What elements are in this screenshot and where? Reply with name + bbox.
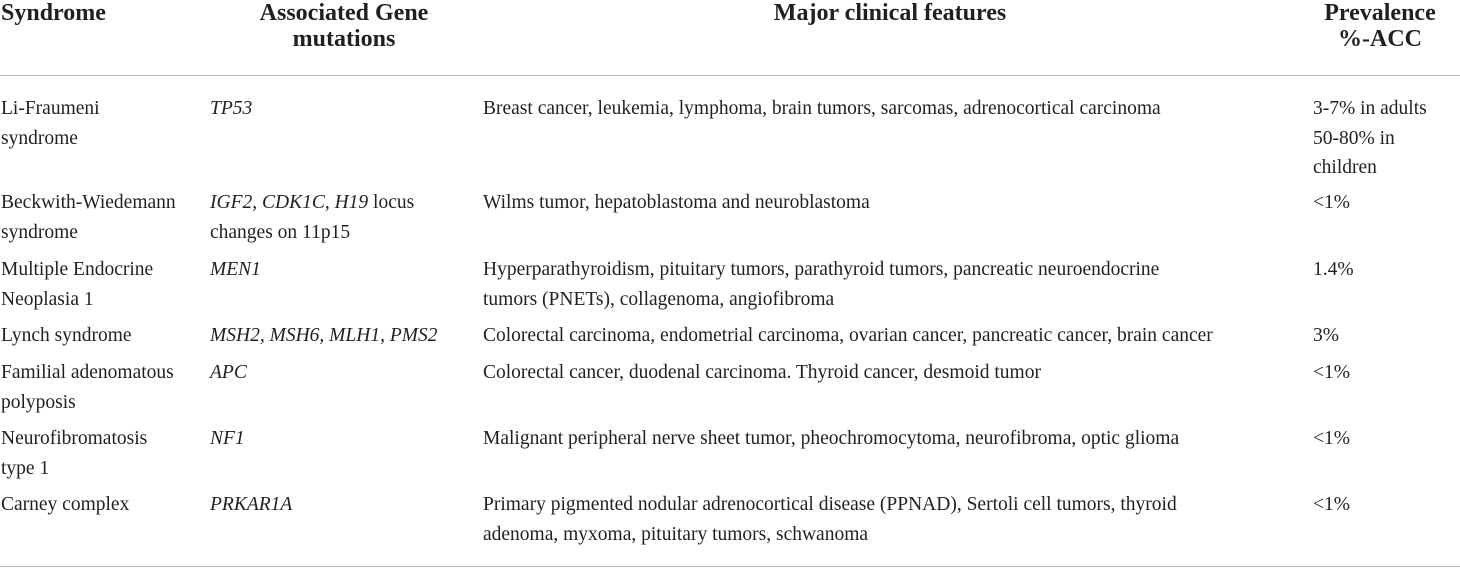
syndrome-cell [1, 424, 147, 483]
header-rule [0, 75, 1460, 76]
gene-cell [210, 321, 437, 351]
syndrome-line: syndrome [1, 221, 78, 243]
gene-line [210, 424, 245, 454]
header-genes-line-1: Associated Gene [259, 0, 429, 26]
gene-symbol: APC [210, 362, 247, 383]
header-major-clinical-features: Major clinical features [773, 0, 1007, 26]
syndrome-cell [1, 255, 153, 314]
gene-symbol: NF1 [210, 428, 245, 449]
header-syndrome: Syndrome [1, 0, 106, 26]
syndrome-line: Familial adenomatous [1, 362, 174, 383]
syndrome-cell [1, 321, 132, 351]
header-prevalence-line-2: %-ACC [1338, 26, 1422, 52]
header-associated-gene-mutations [210, 0, 478, 52]
syndrome-cell [1, 490, 129, 520]
prevalence-cell [1313, 424, 1350, 454]
syndrome-line: Lynch syndrome [1, 325, 132, 346]
header-prevalence [1300, 0, 1460, 52]
prevalence-line: 1.4% [1313, 259, 1354, 280]
prevalence-line: <1% [1313, 428, 1350, 449]
prevalence-line: children [1313, 157, 1377, 178]
features-cell [483, 321, 1213, 351]
features-cell [483, 358, 1041, 388]
features-cell [483, 255, 1159, 314]
prevalence-cell [1313, 490, 1350, 520]
syndrome-cell [1, 358, 174, 417]
syndrome-line: Neurofibromatosis [1, 428, 148, 449]
gene-line [210, 321, 437, 351]
features-line: Wilms tumor, hepatoblastoma and neuroblastoma [483, 192, 870, 213]
gene-line [210, 358, 247, 388]
syndrome-line: Carney complex [1, 494, 130, 515]
header-genes-line-2: mutations [292, 26, 396, 52]
features-line: Primary pigmented nodular adrenocortical disease (PPNAD), Sertoli cell tumors, thyroid [483, 494, 1177, 515]
syndrome-cell [1, 94, 100, 153]
prevalence-line: <1% [1313, 362, 1350, 383]
gene-line [210, 94, 252, 124]
prevalence-line: 3-7% in adults [1313, 98, 1427, 119]
prevalence-cell [1313, 188, 1350, 218]
syndrome-line: type 1 [1, 457, 50, 479]
features-line: Colorectal carcinoma, endometrial carcinoma, ovarian cancer, pancreatic cancer, brain cancer [483, 325, 1213, 346]
features-cell [483, 490, 1177, 549]
features-line: Hyperparathyroidism, pituitary tumors, parathyroid tumors, pancreatic neuroendocrine [483, 259, 1160, 280]
syndrome-line: polyposis [1, 391, 76, 413]
features-cell [483, 94, 1161, 124]
features-cell [483, 188, 870, 218]
gene-cell [210, 424, 245, 454]
features-cell [483, 424, 1179, 454]
features-line: Colorectal cancer, duodenal carcinoma. Thyroid cancer, desmoid tumor [483, 362, 1041, 383]
features-line: adenoma, myxoma, pituitary tumors, schwanoma [483, 523, 869, 545]
prevalence-line: 50-80% in [1313, 127, 1395, 149]
gene-symbol: PRKAR1A [210, 494, 293, 515]
features-line: tumors (PNETs), collagenoma, angiofibroma [483, 288, 835, 310]
syndrome-line: Li-Fraumeni [1, 98, 100, 119]
gene-cell [210, 358, 247, 388]
prevalence-line: <1% [1313, 494, 1350, 515]
gene-symbol: TP53 [210, 98, 253, 119]
gene-line: changes on 11p15 [210, 221, 351, 243]
syndrome-line: Neoplasia 1 [1, 288, 94, 310]
header-prevalence-line-1: Prevalence [1324, 0, 1436, 26]
prevalence-line: 3% [1313, 325, 1339, 346]
features-line: Malignant peripheral nerve sheet tumor, pheochromocytoma, neurofibroma, optic glioma [483, 428, 1180, 449]
gene-locus-text: locus [368, 192, 415, 213]
prevalence-cell [1313, 358, 1350, 388]
gene-cell [210, 255, 261, 285]
table-bottom-rule [0, 566, 1460, 567]
prevalence-cell [1313, 321, 1339, 351]
gene-cell [210, 490, 292, 520]
gene-cell [210, 94, 252, 124]
syndrome-cell [1, 188, 176, 247]
syndrome-line: Multiple Endocrine [1, 259, 154, 280]
syndrome-line: syndrome [1, 127, 78, 149]
gene-symbol: IGF2, CDK1C, H19 [210, 192, 369, 213]
prevalence-line: <1% [1313, 192, 1350, 213]
gene-cell [210, 188, 414, 247]
gene-line [210, 490, 292, 520]
prevalence-cell [1313, 255, 1354, 285]
features-line: Breast cancer, leukemia, lymphoma, brain tumors, sarcomas, adrenocortical carcinoma [483, 98, 1161, 119]
gene-line [210, 188, 414, 218]
prevalence-cell [1313, 94, 1427, 183]
gene-line [210, 255, 261, 285]
gene-symbol: MSH2, MSH6, MLH1, PMS2 [210, 325, 438, 346]
syndrome-line: Beckwith-Wiedemann [1, 192, 176, 213]
gene-symbol: MEN1 [210, 259, 261, 280]
